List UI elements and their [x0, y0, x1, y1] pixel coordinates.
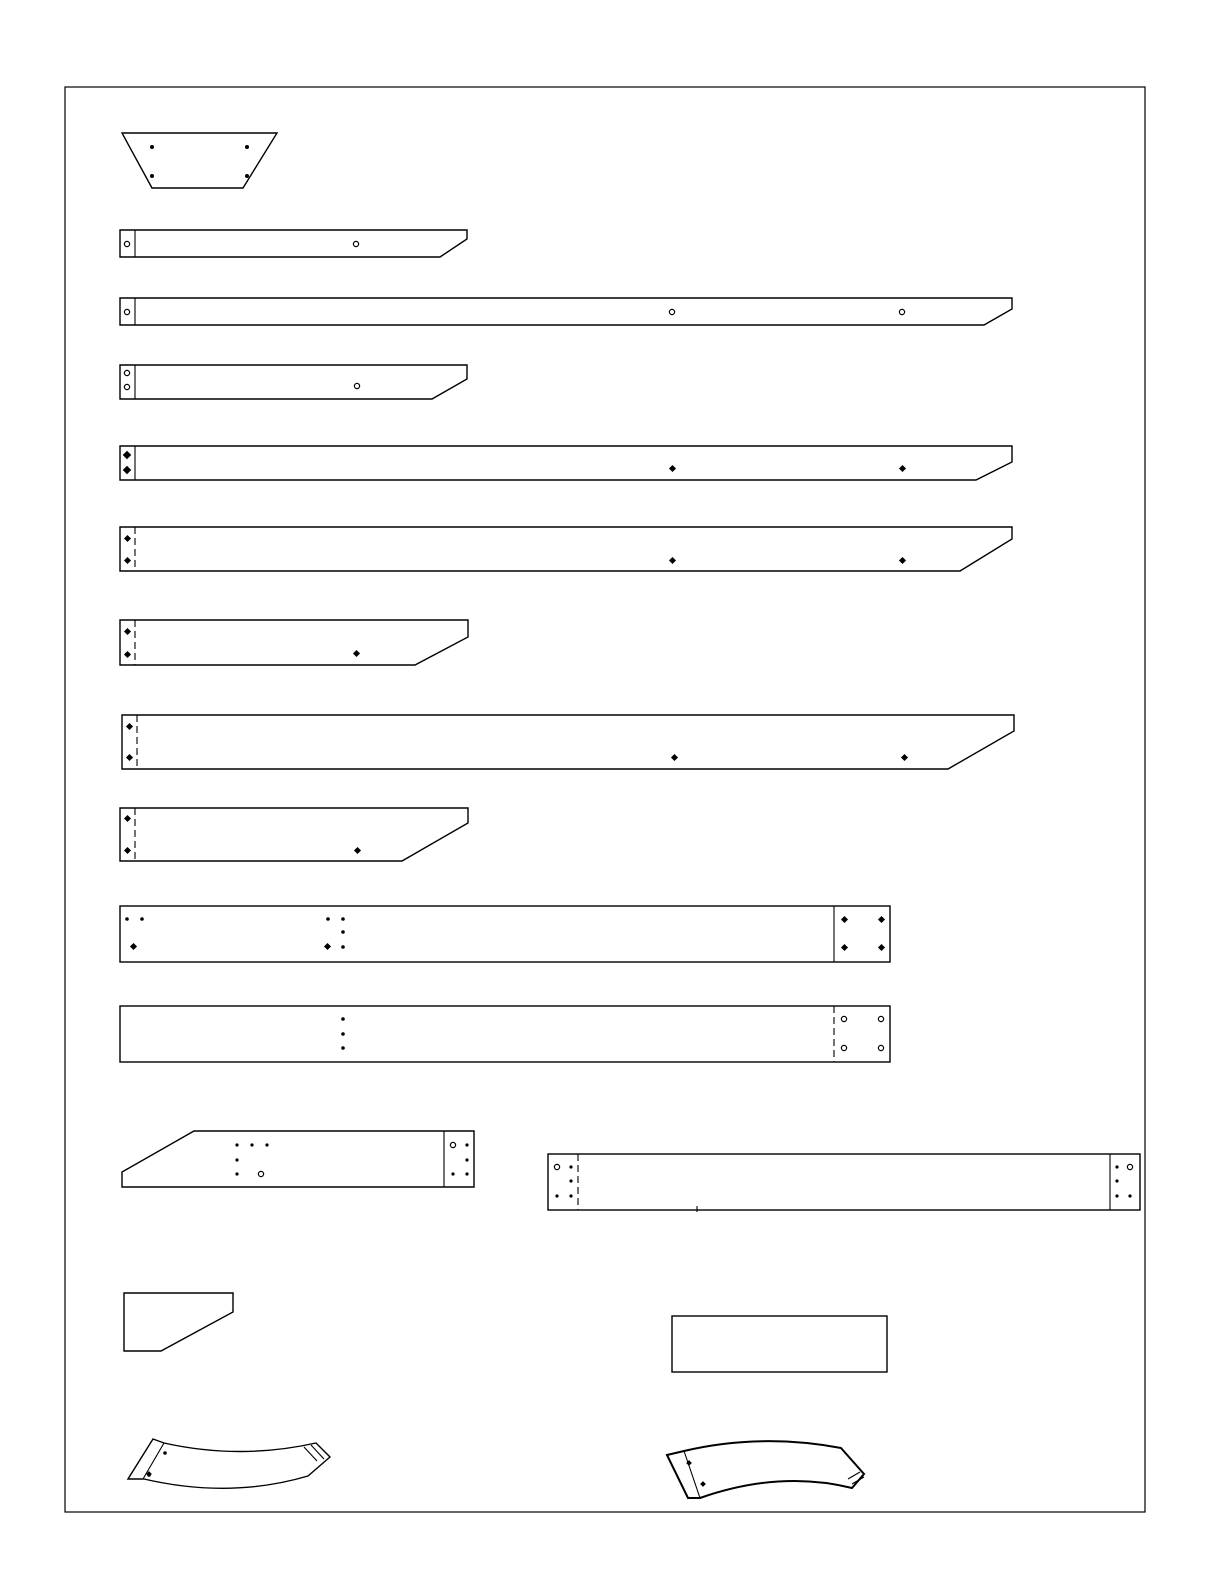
part-short-rail-3	[120, 620, 468, 665]
part-corner-block	[124, 1293, 233, 1351]
part-long-rail-1	[120, 298, 1012, 325]
part-angled-board	[122, 1131, 474, 1187]
part-short-rail-4	[120, 808, 468, 861]
part-short-rail-1	[120, 230, 467, 257]
part-arc-piece-1	[128, 1439, 330, 1488]
part-short-rail-2	[120, 365, 467, 399]
part-long-rail-2	[120, 446, 1012, 480]
part-wide-board-3	[548, 1154, 1140, 1212]
part-long-rail-3	[120, 527, 1012, 571]
part-arc-piece-2	[667, 1441, 864, 1498]
part-wide-board-2	[120, 1006, 890, 1062]
part-rectangle-panel	[672, 1316, 887, 1372]
part-long-rail-4	[122, 715, 1014, 769]
part-trapezoid-plate	[122, 133, 277, 188]
part-wide-board-1	[120, 906, 890, 962]
